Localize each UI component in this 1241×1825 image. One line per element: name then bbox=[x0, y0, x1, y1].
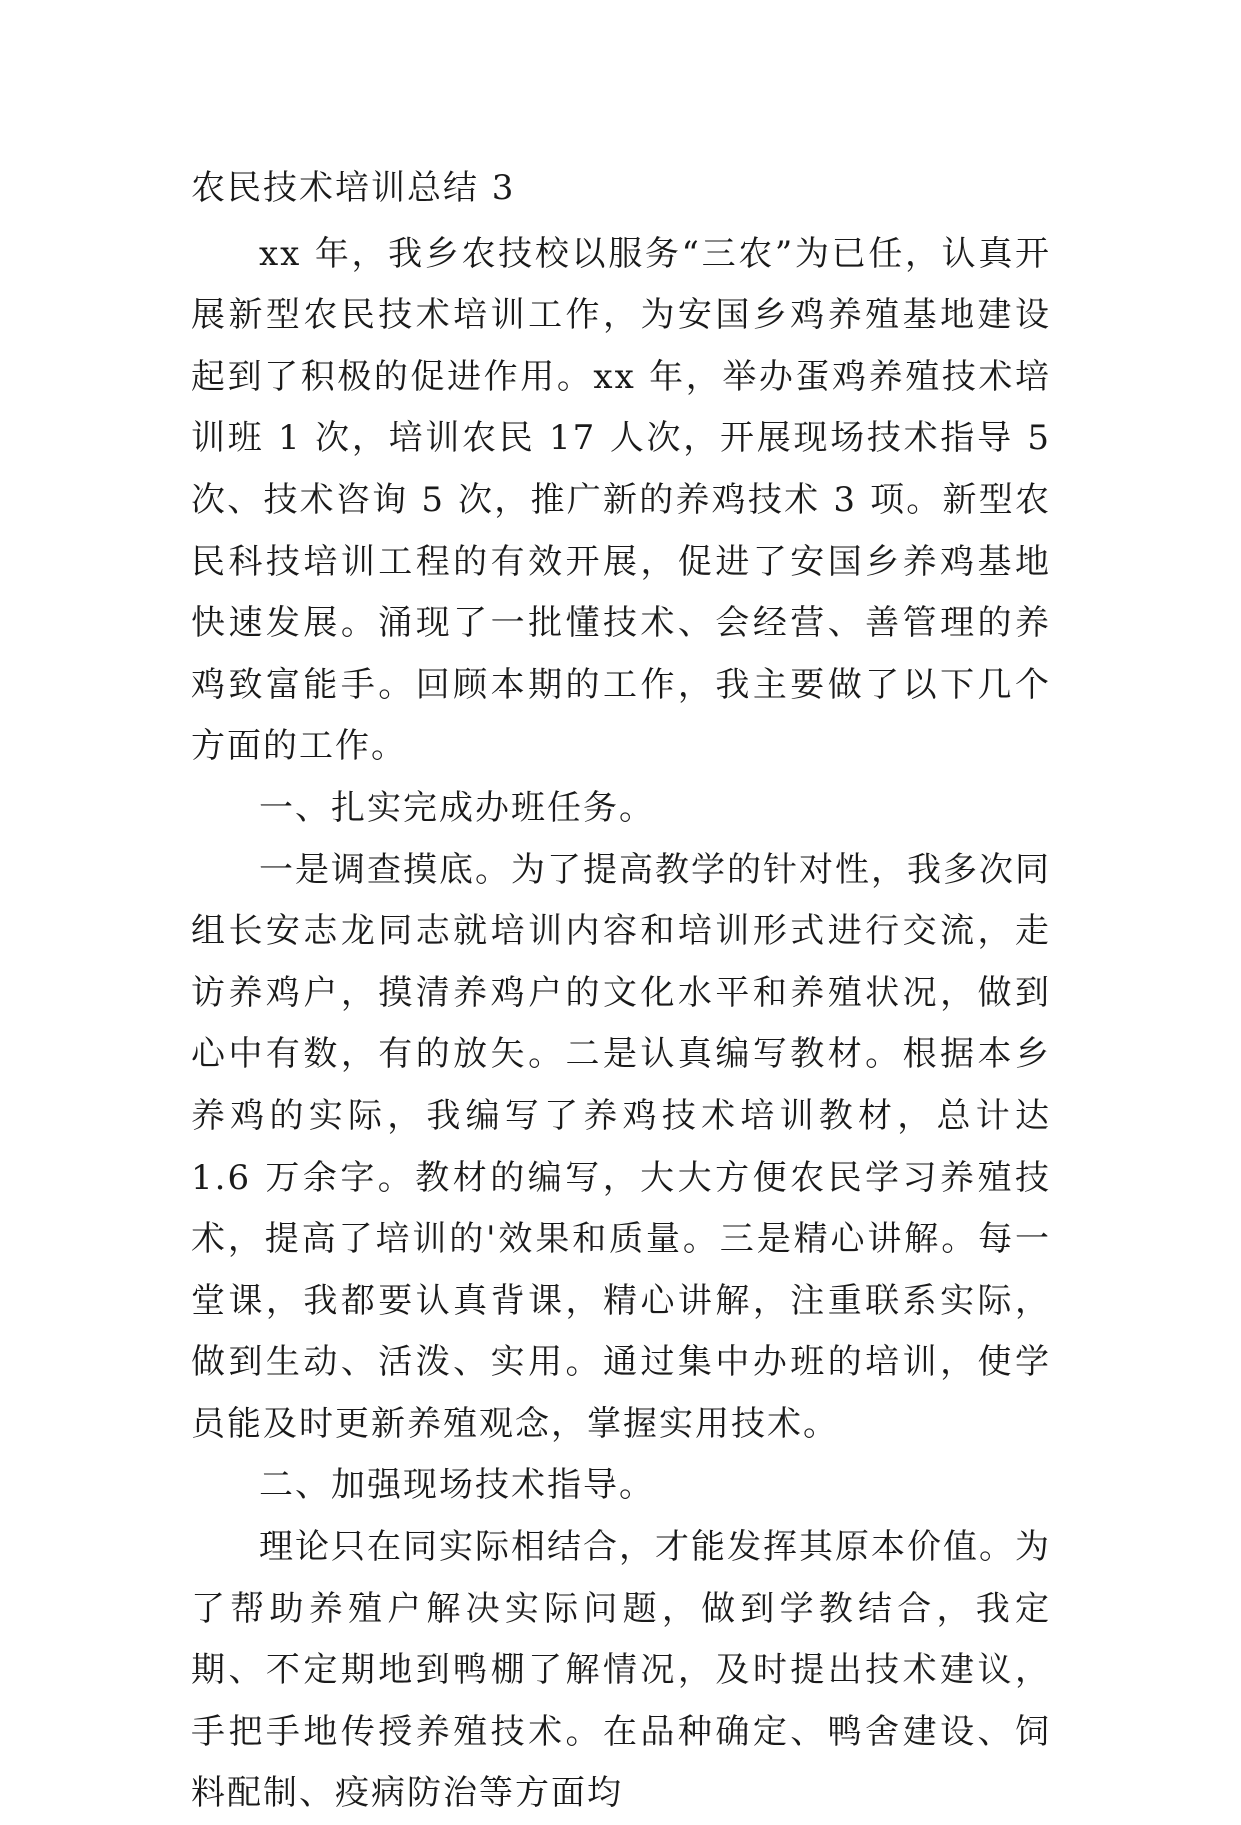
document-body bbox=[191, 158, 1051, 1825]
paragraph-section-1: 一是调查摸底。为了提高教学的针对性，我多次同组长安志龙同志就培训内容和培训形式进行交流，走访养鸡户，摸清养鸡户的文化水平和养殖状况，做到心中有数，有的放矢。二是认真编写教材。根据本乡养鸡的实际，我编写了养鸡技术培训教材，总计达 1.6 万余字。教材的编写，大大方便农民学习养殖技术，提高了培训的'效果和质量。三是精心讲解。每一堂课，我都要认真背课，精心讲解，注重联系实际，做到生动、活泼、实用。通过集中办班的培训，使学员能及时更新养殖观念，掌握实用技术。 bbox=[191, 849, 1051, 1444]
paragraph-section-2: 理论只在同实际相结合，才能发挥其原本价值。为了帮助养殖户解决实际问题，做到学教结合，我定期、不定期地到鸭棚了解情况，及时提出技术建议，手把手地传授养殖技术。在品种确定、鸭舍建设、饲料配制、疫病防治等方面均 bbox=[191, 1527, 1051, 1814]
section-heading-2: 二、加强现场技术指导。 bbox=[259, 1465, 655, 1506]
document-title: 农民技术培训总结 3 bbox=[191, 168, 516, 208]
section-heading-1: 一、扎实完成办班任务。 bbox=[259, 787, 655, 828]
paragraph-intro: xx 年，我乡农技校以服务“三农”为已任，认真开展新型农民技术培训工作，为安国乡鸡养殖基地建设起到了积极的促进作用。xx 年，举办蛋鸡养殖技术培训班 1 次，培训农民 17 人次，开展现场技术指导 5 次、技术咨询 5 次，推广新的养鸡技术 3 项。新型农民科技培训工程的有效开展，促进了安国乡养鸡基地快速发展。涌现了一批懂技术、会经营、善管理的养鸡致富能手。回顾本期的工作，我主要做了以下几个方面的工作。 bbox=[191, 233, 1051, 767]
